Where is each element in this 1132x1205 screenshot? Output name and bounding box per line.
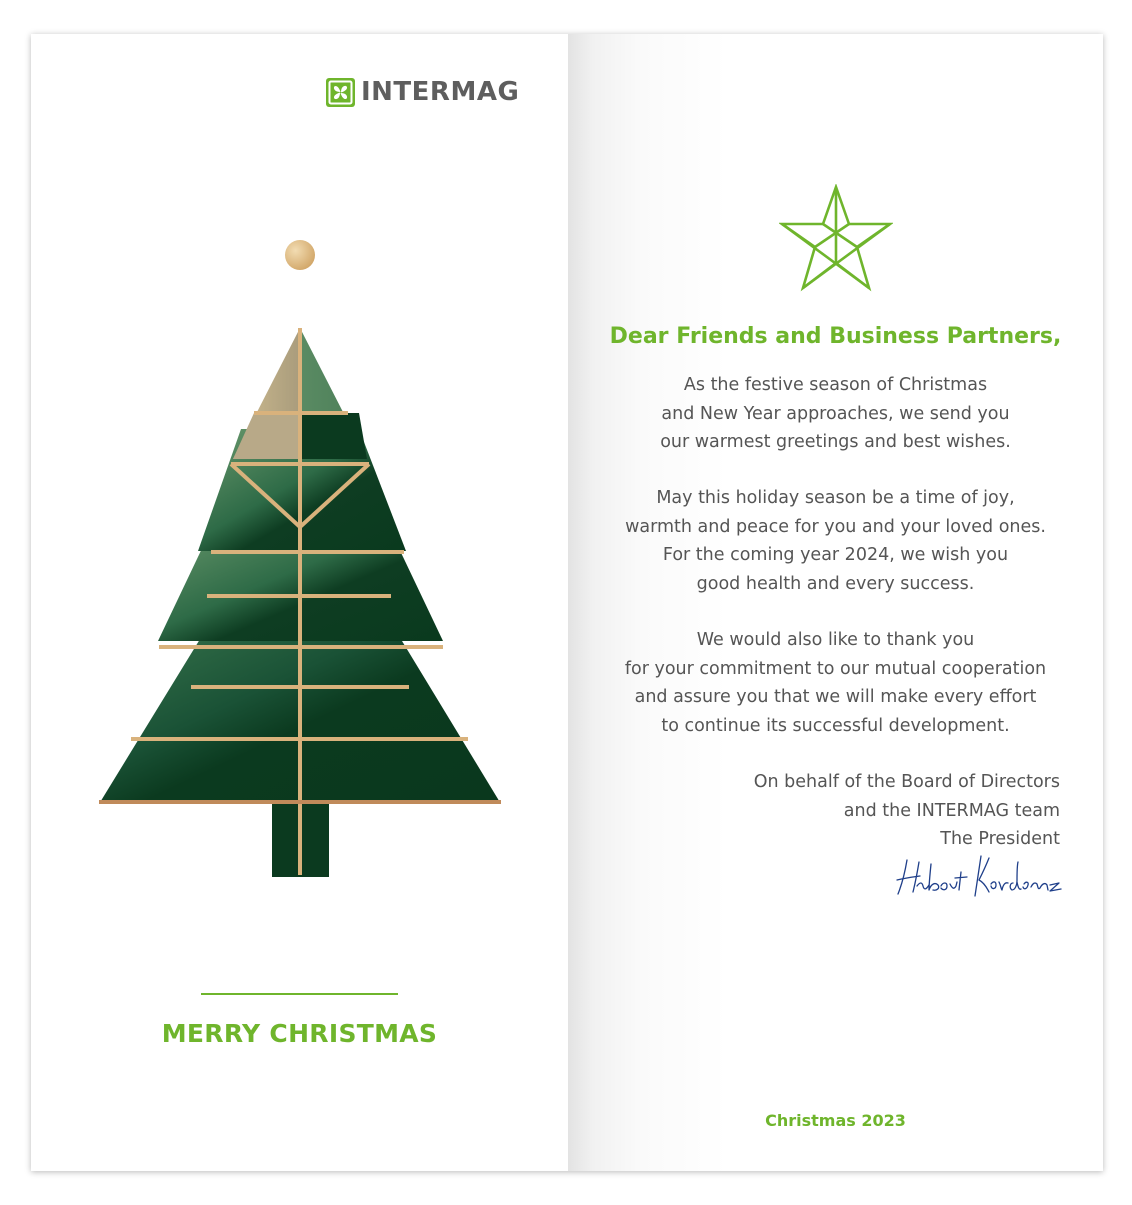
paragraph-line: our warmest greetings and best wishes. — [660, 432, 1011, 453]
intermag-logo — [326, 77, 519, 107]
christmas-tree-illustration — [91, 229, 511, 899]
paragraph-line: For the coming year 2024, we wish you — [662, 545, 1009, 566]
star-icon — [779, 184, 893, 294]
tree-top-ornament — [285, 240, 315, 270]
president-signature — [893, 852, 1065, 902]
paragraph-line: for your commitment to our mutual cooperation — [624, 658, 1047, 679]
christmas-card — [31, 34, 1103, 1171]
card-left-panel — [31, 34, 568, 1171]
paragraph-3 — [568, 626, 1103, 740]
greeting-heading: Dear Friends and Business Partners, — [609, 324, 1062, 349]
clover-logo-icon — [326, 78, 355, 107]
merry-christmas-title: MERRY CHRISTMAS — [161, 1019, 438, 1048]
signoff-line: The President — [940, 829, 1060, 850]
paragraph-line: We would also like to thank you — [696, 630, 975, 650]
paragraph-line: May this holiday season be a time of joy, — [656, 488, 1015, 508]
signoff-block — [754, 768, 1060, 854]
card-footer-year: Christmas 2023 — [765, 1111, 906, 1130]
paragraph-line: good health and every success. — [696, 573, 975, 594]
paragraph-line: warmth and peace for you and your loved ones. — [625, 516, 1046, 537]
merry-christmas-divider — [201, 993, 398, 995]
paragraph-line: and assure you that we will make every effort — [634, 687, 1037, 708]
paragraph-line: As the festive season of Christmas — [683, 375, 988, 395]
card-right-panel — [568, 34, 1103, 1171]
logo-wordmark: INTERMAG — [361, 77, 520, 107]
signoff-line: and the INTERMAG team — [843, 800, 1060, 821]
paragraph-line: to continue its successful development. — [661, 715, 1010, 736]
paragraph-2 — [568, 484, 1103, 598]
paragraph-1 — [568, 371, 1103, 457]
paragraph-line: and New Year approaches, we send you — [661, 403, 1010, 424]
signoff-line: On behalf of the Board of Directors — [753, 772, 1060, 792]
